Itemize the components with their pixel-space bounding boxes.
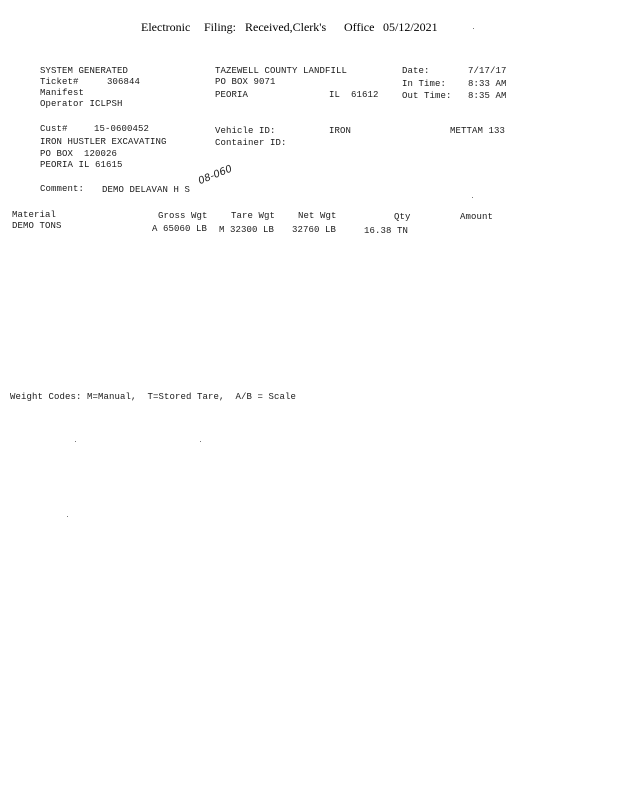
header-received: Received,Clerk's — [245, 20, 327, 34]
cust-label: Cust# — [40, 124, 68, 134]
customer-name: IRON HUSTLER EXCAVATING — [40, 137, 167, 147]
scan-speck — [473, 28, 474, 29]
col-header-amount: Amount — [460, 212, 494, 222]
comment-text: DEMO DELAVAN H S — [102, 185, 191, 195]
col-header-tare: Tare Wgt — [231, 211, 276, 221]
header-date: 05/12/2021 — [383, 20, 438, 34]
vehicle-value: IRON — [329, 126, 352, 136]
date-value: 7/17/17 — [468, 66, 507, 76]
date-label: Date: — [402, 66, 430, 76]
manifest-label: Manifest — [40, 88, 85, 98]
col-header-net: Net Wgt — [298, 211, 337, 221]
scan-speck — [200, 441, 201, 442]
weight-codes: Weight Codes: M=Manual, T=Stored Tare, A/B = Scale — [10, 392, 297, 402]
handwritten-note: 08-060 — [196, 163, 234, 187]
out-time-label: Out Time: — [402, 91, 452, 101]
header-filing: Filing: — [204, 20, 237, 34]
scan-speck — [75, 441, 76, 442]
col-header-qty: Qty — [394, 212, 411, 222]
in-time-label: In Time: — [402, 79, 447, 89]
row-gross: A 65060 LB — [152, 224, 208, 234]
scan-speck — [67, 516, 68, 517]
header-office: Office — [344, 20, 375, 34]
container-label: Container ID: — [215, 138, 287, 148]
facility-city: PEORIA — [215, 90, 249, 100]
comment-label: Comment: — [40, 184, 85, 194]
row-tare: M 32300 LB — [219, 225, 275, 235]
ticket-label: Ticket# — [40, 77, 79, 87]
in-time-value: 8:33 AM — [468, 79, 507, 89]
facility-name: TAZEWELL COUNTY LANDFILL — [215, 66, 348, 76]
out-time-value: 8:35 AM — [468, 91, 507, 101]
scale-tag: METTAM 133 — [450, 126, 506, 136]
row-net: 32760 LB — [292, 225, 337, 235]
facility-po-box: PO BOX 9071 — [215, 77, 276, 87]
ticket-number: 306844 — [107, 77, 141, 87]
facility-state-zip: IL 61612 — [329, 90, 379, 100]
vehicle-label: Vehicle ID: — [215, 126, 276, 136]
system-generated: SYSTEM GENERATED — [40, 66, 129, 76]
row-qty: 16.38 TN — [364, 226, 409, 236]
header-electronic: Electronic — [141, 20, 191, 34]
col-header-gross: Gross Wgt — [158, 211, 208, 221]
operator: Operator ICLPSH — [40, 99, 123, 109]
row-material: DEMO TONS — [12, 221, 62, 231]
col-header-material: Material — [12, 210, 57, 220]
scan-speck — [472, 197, 473, 198]
customer-city: PEORIA IL 61615 — [40, 160, 123, 170]
cust-number: 15-0600452 — [94, 124, 150, 134]
customer-po-box: PO BOX 120026 — [40, 149, 118, 159]
